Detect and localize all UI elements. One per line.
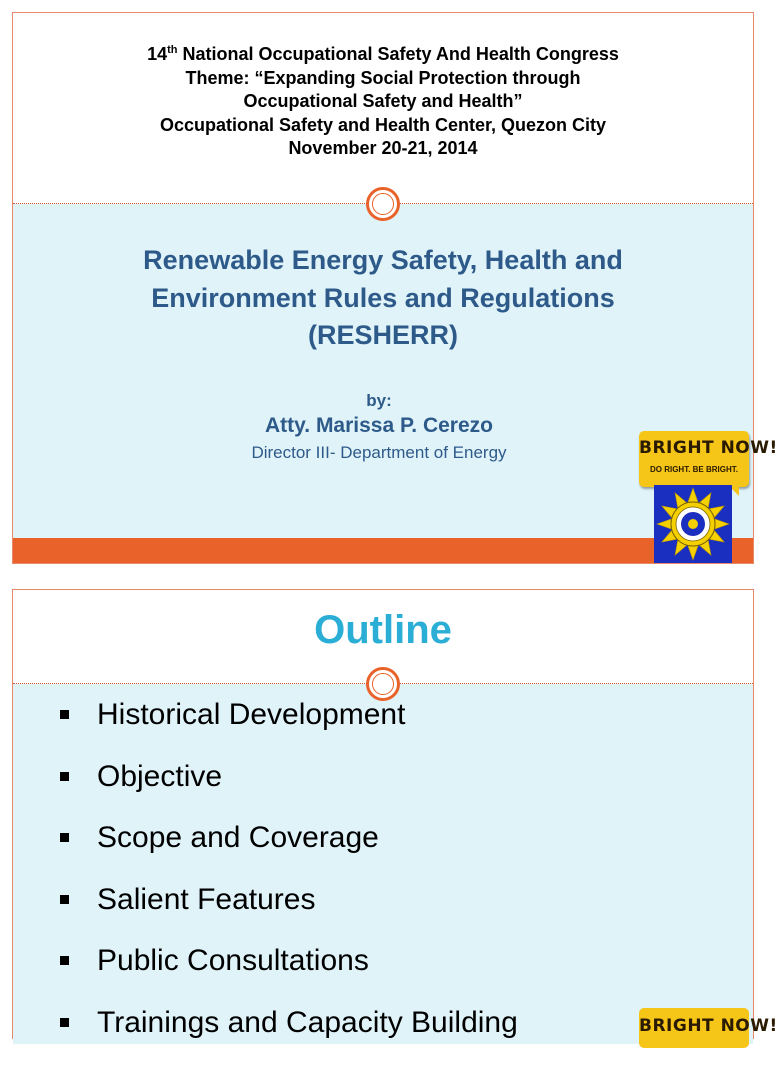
- congress-title: 14th National Occupational Safety And Health Congress: [147, 44, 619, 64]
- bullet-icon: [60, 710, 69, 719]
- title-line-3: (RESHERR): [307, 320, 458, 350]
- doe-seal-icon: [654, 485, 732, 563]
- bright-now-logo: BRIGHT NOW!: [639, 1008, 749, 1048]
- ring-ornament-icon: [366, 667, 400, 701]
- by-label: by:: [366, 391, 392, 410]
- presentation-title: [13, 242, 753, 355]
- theme-line-1: Theme: “Expanding Social Protection through: [185, 67, 581, 88]
- bullet-icon: [60, 956, 69, 965]
- bullet-icon: [60, 1018, 69, 1027]
- outline-slide: Outline Historical Development Objective Scope and Coverage Salient Features Public Consultations Trainings and Capacity Building BRIGHT NOW!: [12, 589, 754, 1039]
- bullet-icon: [60, 772, 69, 781]
- footer-bar: [13, 538, 753, 563]
- presenter-name: Atty. Marissa P. Cerezo: [265, 414, 493, 437]
- bright-now-logo: BRIGHT NOW! DO RIGHT. BE BRIGHT.: [639, 431, 749, 487]
- congress-header: [13, 43, 753, 161]
- title-slide: [12, 12, 778, 564]
- title-line-1: Renewable Energy Safety, Health and: [143, 245, 623, 275]
- outline-title: Outline: [314, 608, 452, 652]
- slide-body-band: [13, 684, 753, 1044]
- presenter-position: Director III- Department of Energy: [251, 443, 507, 462]
- bullet-icon: [60, 833, 69, 842]
- title-line-2: Environment Rules and Regulations: [151, 282, 615, 313]
- venue: Occupational Safety and Health Center, Quezon City: [159, 114, 607, 135]
- theme-line-2: Occupational Safety and Health”: [243, 91, 523, 111]
- event-date: November 20-21, 2014: [288, 138, 478, 158]
- bullet-icon: [60, 895, 69, 904]
- ring-ornament-icon: [366, 187, 400, 221]
